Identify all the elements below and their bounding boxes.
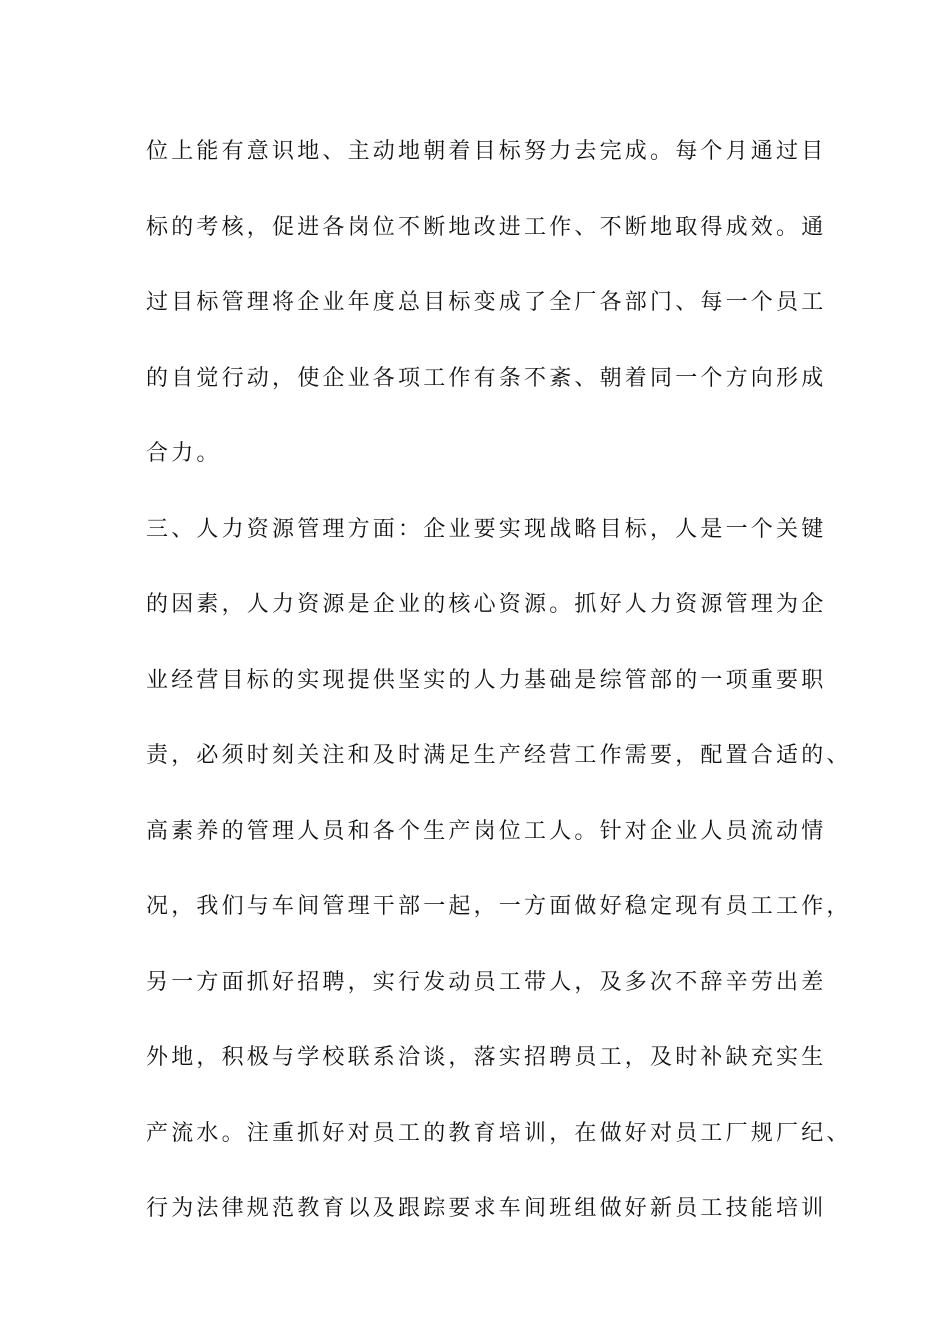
text-line: 责，必须时刻关注和及时满足生产经营工作需要，配置合适的、	[146, 743, 852, 768]
text-line: 况，我们与车间管理干部一起，一方面做好稳定现有员工工作，	[146, 894, 852, 919]
section-heading-line: 三、人力资源管理方面：企业要实现战略目标，人是一个关键	[146, 516, 827, 542]
text-line: 高素养的管理人员和各个生产岗位工人。针对企业人员流动情	[146, 818, 827, 844]
text-line: 标的考核，促进各岗位不断地改进工作、不断地取得成效。通	[146, 214, 827, 240]
text-line: 位上能有意识地、主动地朝着目标努力去完成。每个月通过目	[146, 139, 827, 164]
body-text	[146, 130, 852, 1263]
text-line: 外地，积极与学校联系洽谈，落实招聘员工，及时补缺充实生	[146, 1045, 827, 1070]
text-line: 的因素，人力资源是企业的核心资源。抓好人力资源管理为企	[146, 592, 827, 617]
text-line: 业经营目标的实现提供坚实的人力基础是综管部的一项重要职	[146, 667, 827, 693]
text-line: 产流水。注重抓好对员工的教育培训，在做好对员工厂规厂纪、	[146, 1120, 852, 1146]
text-line: 合力。	[146, 441, 222, 466]
text-line: 的自觉行动，使企业各项工作有条不紊、朝着同一个方向形成	[146, 365, 827, 391]
text-line: 另一方面抓好招聘，实行发动员工带人，及多次不辞辛劳出差	[146, 969, 827, 995]
text-line: 行为法律规范教育以及跟踪要求车间班组做好新员工技能培训	[146, 1196, 827, 1221]
text-line: 过目标管理将企业年度总目标变成了全厂各部门、每一个员工	[146, 290, 827, 315]
